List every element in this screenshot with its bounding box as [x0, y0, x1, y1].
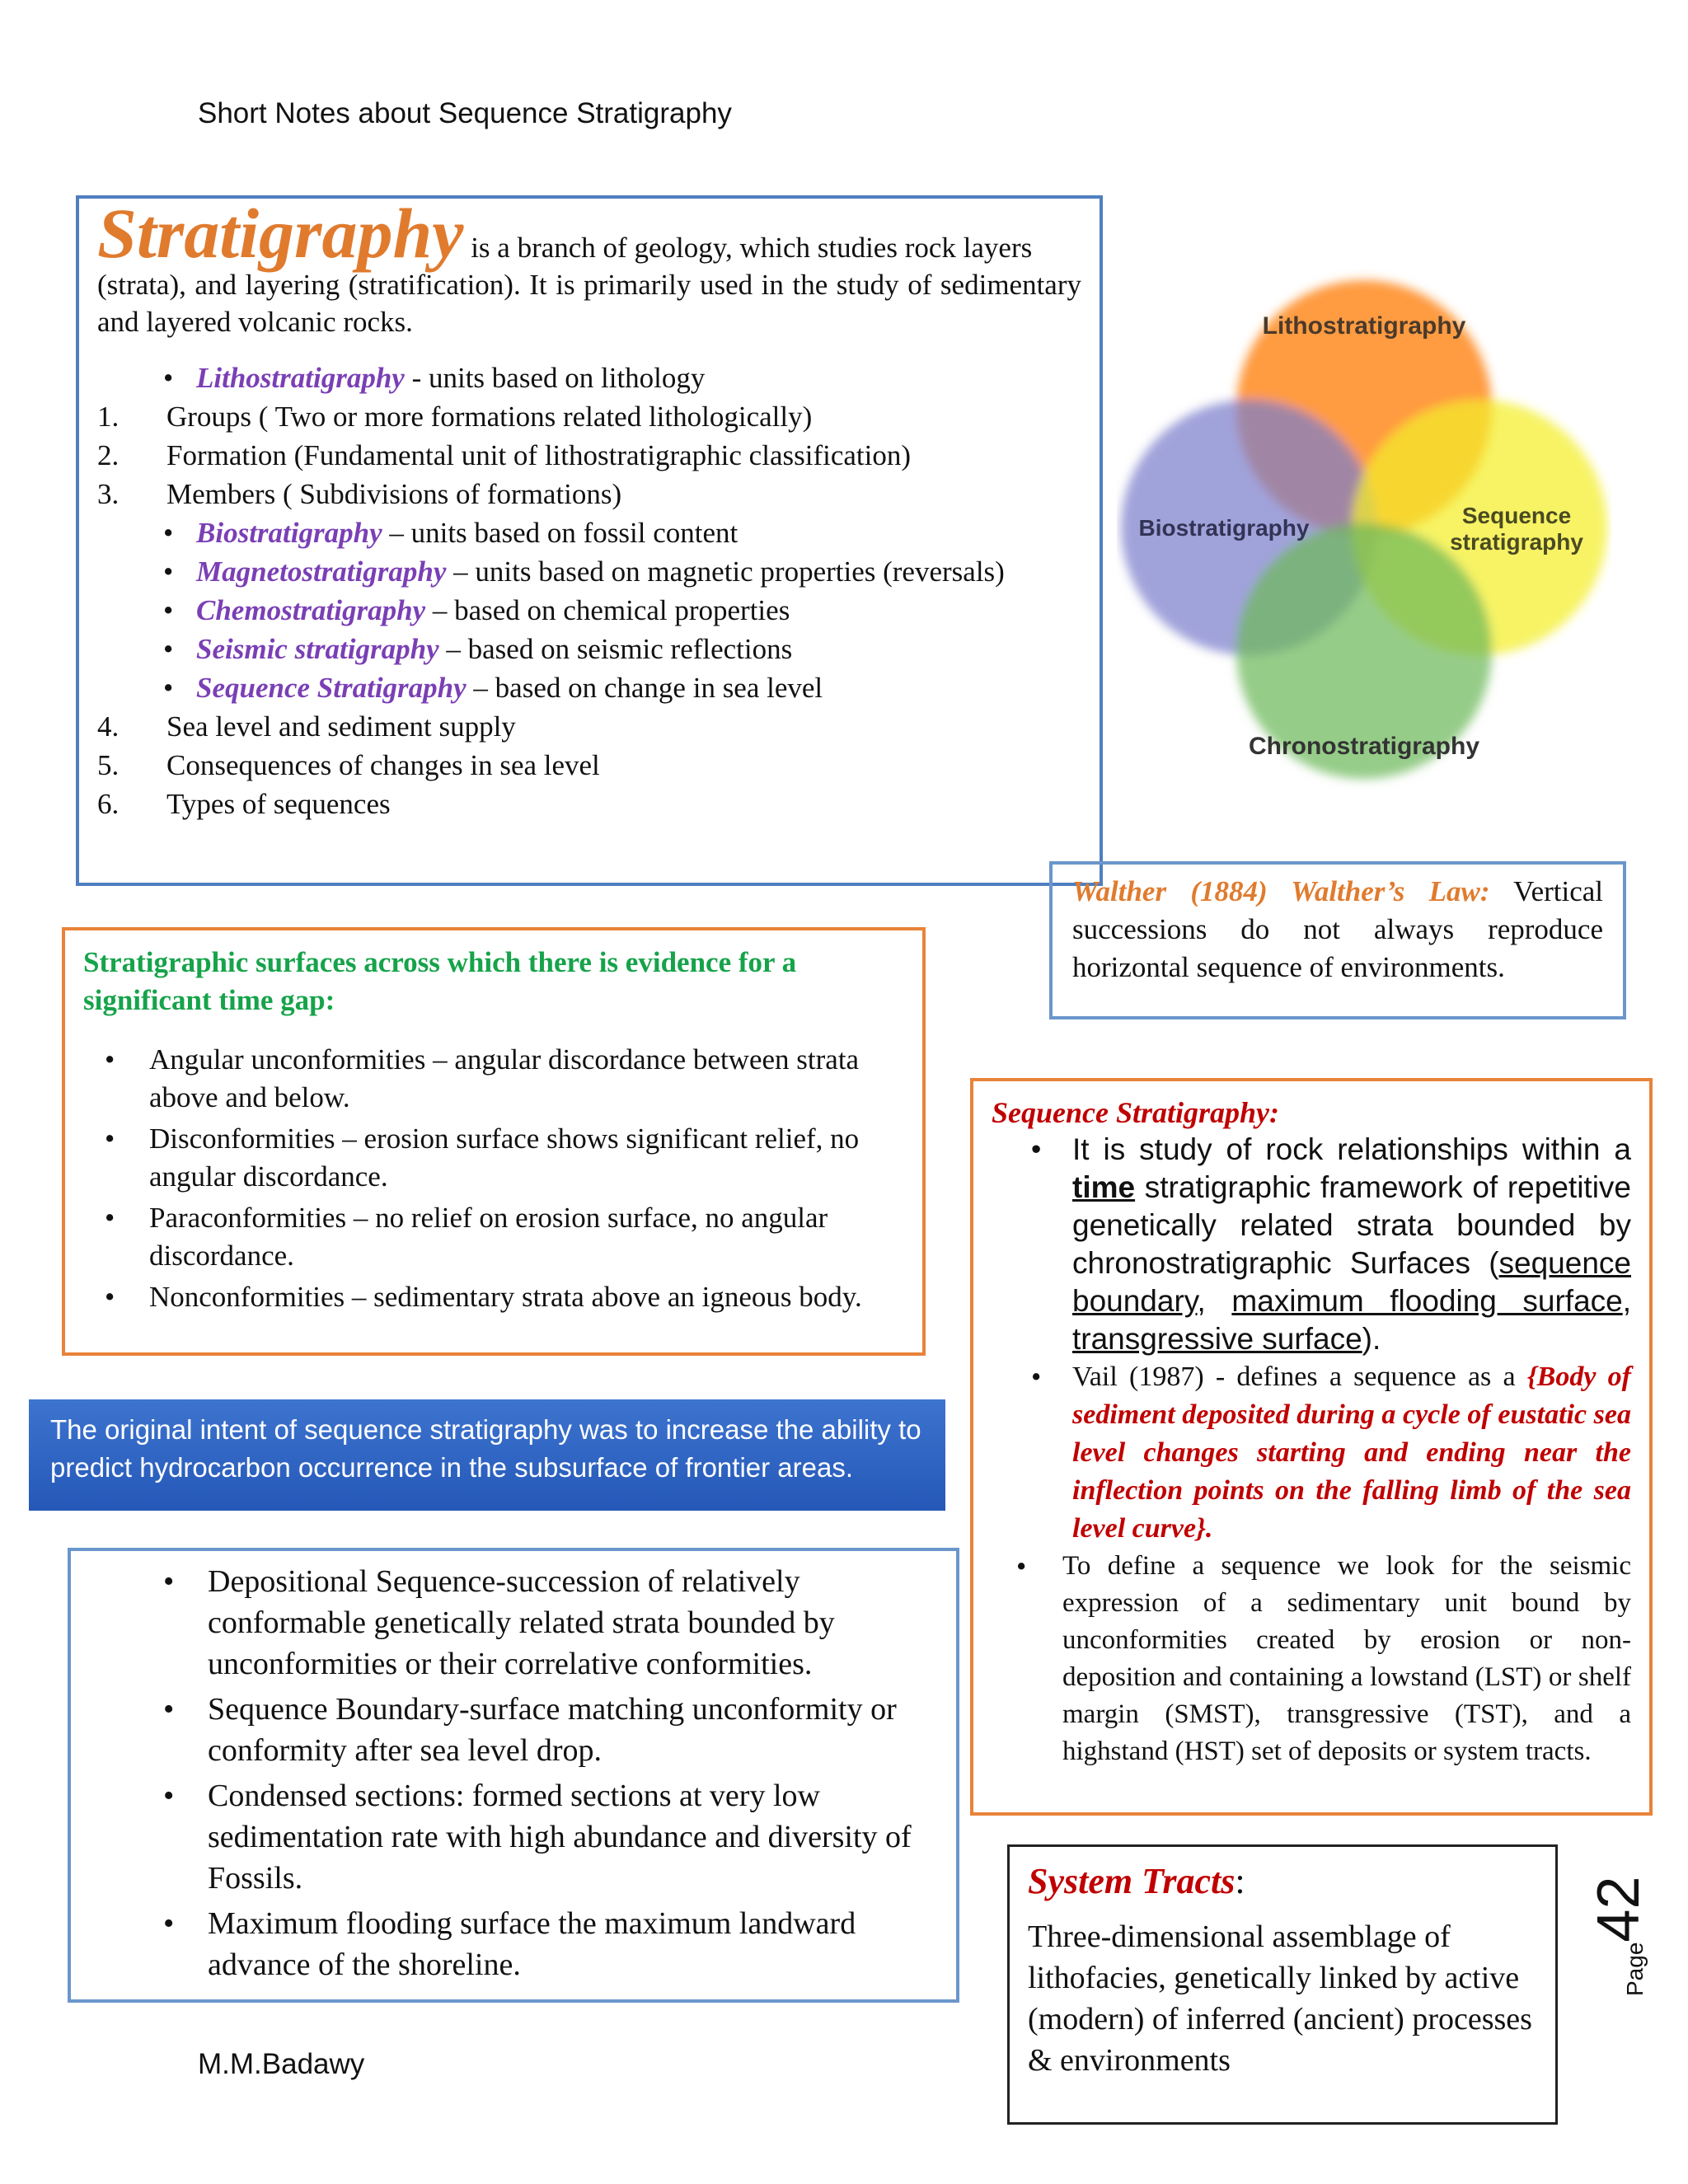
depositional-item: • Condensed sections: formed sections at very low sedimentation rate with high abundance and diversity of Fossils.	[87, 1775, 940, 1899]
walther-lead: Walther (1884) Walther’s Law:	[1072, 875, 1490, 907]
seq-b1-sequence-boundary: sequence boundary	[1072, 1246, 1631, 1318]
stratigraphy-intro-box	[76, 195, 1103, 886]
surface-item: • Paraconformities – no relief on erosion surface, no angular discordance.	[83, 1199, 904, 1275]
numbered-list-b	[97, 707, 1081, 823]
litho-item	[97, 359, 1081, 397]
type-desc: – units based on fossil content	[382, 517, 738, 549]
seq-b1-comma1: ,	[1197, 1284, 1232, 1318]
sequence-title: Sequence Stratigraphy:	[992, 1096, 1280, 1129]
type-term: Magnetostratigraphy	[196, 555, 447, 588]
type-desc: – units based on magnetic properties (reversals)	[446, 555, 1005, 588]
surfaces-title: Stratigraphic surfaces across which there is evidence for a significant time gap:	[83, 946, 797, 1016]
surfaces-list	[83, 1041, 904, 1316]
item-number: 1.	[97, 401, 120, 433]
item-text: Types of sequences	[166, 788, 391, 820]
stratigraphy-type-item	[97, 591, 1081, 630]
litho-term: Lithostratigraphy	[196, 362, 405, 394]
item-number: 6.	[97, 788, 120, 820]
seq-b1-comma2: ,	[1622, 1284, 1632, 1318]
walther-law-box	[1049, 861, 1626, 1019]
stratigraphy-type-item	[97, 668, 1081, 707]
stratigraphy-types-list	[97, 513, 1081, 707]
depositional-list	[87, 1561, 940, 1985]
item-number: 4.	[97, 710, 120, 743]
page-number	[1582, 1864, 1652, 1996]
seq-b1-max-flooding-surface: maximum flooding surface	[1231, 1284, 1623, 1318]
type-desc: – based on chemical properties	[425, 594, 790, 626]
numbered-item	[97, 436, 1081, 475]
venn-label-seq-2: stratigraphy	[1450, 529, 1583, 555]
seq-b1-transgressive-surface: transgressive surface	[1072, 1322, 1362, 1356]
depositional-item: • Depositional Sequence-succession of relatively conformable genetically related strata bounded by unconformities or their correlative conformities.	[87, 1561, 940, 1685]
page-prefix: Page	[1622, 1942, 1648, 1996]
numbered-item	[97, 746, 1081, 785]
item-number: 2.	[97, 439, 120, 471]
venn-label-bio: Biostratigraphy	[1138, 515, 1310, 541]
page-header: Short Notes about Sequence Stratigraphy	[198, 97, 732, 129]
intro-text-rest: (strata), and layering (stratification). It is primarily used in the study of sedimentary and layered volcanic rocks.	[97, 269, 1081, 338]
type-desc: – based on seismic reflections	[438, 633, 793, 665]
depositional-item: • Maximum flooding surface the maximum landward advance of the shoreline.	[87, 1903, 940, 1985]
numbered-item	[97, 707, 1081, 746]
intro-text-first: is a branch of geology, which studies rock layers	[471, 232, 1033, 264]
venn-label-seq-1: Sequence	[1461, 503, 1572, 528]
numbered-item	[97, 785, 1081, 823]
venn-label-chrono: Chronostratigraphy	[1248, 733, 1480, 760]
depositional-sequence-box	[68, 1548, 959, 2003]
surface-item: • Angular unconformities – angular discordance between strata above and below.	[83, 1041, 904, 1117]
surface-item: • Nonconformities – sedimentary strata above an igneous body.	[83, 1278, 904, 1316]
type-term: Sequence Stratigraphy	[196, 672, 467, 704]
hydrocarbon-banner: The original intent of sequence stratigraphy was to increase the ability to predict hydrocarbon occurrence in the subsurface of frontier areas.	[29, 1399, 945, 1511]
type-term: Seismic stratigraphy	[196, 633, 439, 665]
item-number: 3.	[97, 478, 120, 510]
item-text: Groups ( Two or more formations related lithologically)	[166, 401, 813, 433]
system-tracts-colon: :	[1235, 1861, 1245, 1901]
page-footer-author: M.M.Badawy	[198, 2048, 365, 2080]
type-desc: – based on change in sea level	[466, 672, 823, 704]
stratigraphy-type-item	[97, 630, 1081, 668]
seq-b1-pre: It is study of rock relationships within a	[1072, 1132, 1631, 1166]
walther-text: Vertical successions do not always reproduce horizontal sequence of environments.	[1072, 875, 1603, 983]
seq-b2-pre: Vail (1987) - defines a sequence as a	[1072, 1361, 1527, 1392]
numbered-item	[97, 397, 1081, 436]
page-number-value: 42	[1586, 1876, 1652, 1943]
stratigraphy-title: Stratigraphy	[97, 194, 464, 273]
type-term: Chemostratigraphy	[196, 594, 426, 626]
system-tracts-body: Three-dimensional assemblage of lithofacies, genetically linked by active (modern) of inferred (ancient) processes & environments	[1028, 1919, 1532, 2078]
numbered-list-a	[97, 397, 1081, 513]
surface-item: • Disconformities – erosion surface shows significant relief, no angular discordance.	[83, 1120, 904, 1196]
seq-b1-mid: stratigraphic framework of repetitive genetically related strata bounded by chronostratigraphic Surfaces (	[1072, 1170, 1631, 1280]
system-tracts-heading	[1028, 1858, 1537, 1905]
numbered-item	[97, 475, 1081, 513]
seq-b1-time: time	[1072, 1170, 1136, 1204]
item-text: Formation (Fundamental unit of lithostratigraphic classification)	[166, 439, 911, 471]
seq-b2-vail-definition: {Body of sediment deposited during a cycle of eustatic sea level changes starting and ending near the inflection points on the falling limb of the sea level curve}.	[1072, 1361, 1631, 1544]
item-text: Consequences of changes in sea level	[166, 749, 600, 781]
stratigraphy-type-item	[97, 513, 1081, 552]
type-term: Biostratigraphy	[196, 517, 382, 549]
item-text: Sea level and sediment supply	[166, 710, 516, 743]
litho-desc: - units based on lithology	[404, 362, 706, 394]
item-number: 5.	[97, 749, 120, 781]
sequence-bullet-2	[992, 1358, 1631, 1548]
stratigraphic-surfaces-box	[62, 927, 926, 1356]
sequence-bullet-1	[992, 1131, 1631, 1358]
stratigraphy-venn-diagram	[1117, 251, 1611, 845]
venn-label-litho: Lithostratigraphy	[1262, 312, 1466, 340]
depositional-item: • Sequence Boundary-surface matching unconformity or conformity after sea level drop.	[87, 1689, 940, 1771]
sequence-stratigraphy-box	[970, 1078, 1653, 1816]
stratigraphy-type-item	[97, 552, 1081, 591]
system-tracts-title: System Tracts	[1028, 1861, 1236, 1901]
seq-b1-end: ).	[1362, 1322, 1381, 1356]
sequence-bullet-3: • To define a sequence we look for the seismic expression of a sedimentary unit bound by unconformities created by erosion or non-deposition and containing a lowstand (LST) or shelf margin (SMST), transgressive (TST), and a highstand (HST) set of deposits or system tracts.	[992, 1548, 1631, 1770]
item-text: Members ( Subdivisions of formations)	[166, 478, 622, 510]
system-tracts-box	[1007, 1844, 1558, 2125]
